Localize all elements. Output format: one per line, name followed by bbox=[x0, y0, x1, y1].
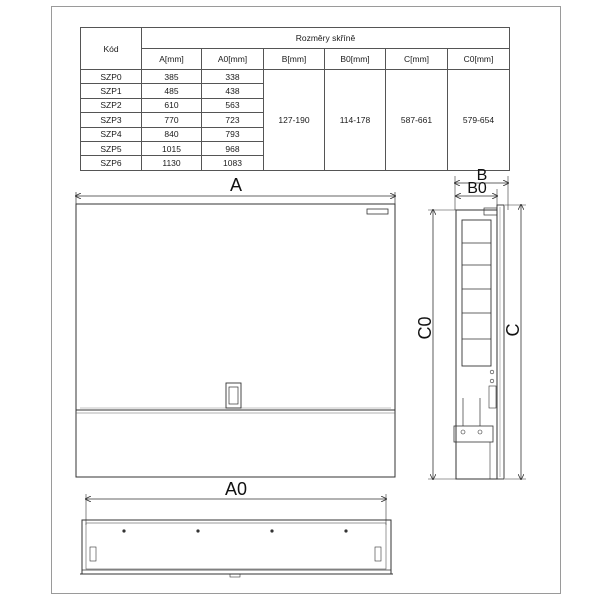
row-a: 610 bbox=[142, 98, 202, 112]
col-a0: A0[mm] bbox=[202, 49, 264, 70]
label-c: C bbox=[503, 323, 523, 337]
side-view bbox=[415, 167, 526, 479]
col-b0: B0[mm] bbox=[325, 49, 386, 70]
row-a0: 968 bbox=[202, 141, 264, 155]
col-a: A[mm] bbox=[142, 49, 202, 70]
bottom-bracket bbox=[454, 426, 493, 442]
row-a: 1015 bbox=[142, 141, 202, 155]
row-a: 385 bbox=[142, 70, 202, 84]
row-kod: SZP0 bbox=[81, 70, 142, 84]
row-kod: SZP4 bbox=[81, 127, 142, 141]
col-c: C[mm] bbox=[386, 49, 448, 70]
label-b: B bbox=[476, 167, 488, 184]
top-view bbox=[80, 479, 393, 577]
row-a: 1130 bbox=[142, 156, 202, 170]
row-kod: SZP5 bbox=[81, 141, 142, 155]
group-header: Rozměry skříně bbox=[142, 28, 510, 49]
shared-c: 587-661 bbox=[386, 70, 448, 171]
row-kod: SZP2 bbox=[81, 98, 142, 112]
col-c0: C0[mm] bbox=[448, 49, 510, 70]
cabinet-outline bbox=[76, 204, 395, 477]
col-b: B[mm] bbox=[264, 49, 325, 70]
row-a0: 438 bbox=[202, 84, 264, 98]
front-view bbox=[76, 175, 395, 477]
top-body bbox=[82, 520, 391, 574]
row-kod: SZP1 bbox=[81, 84, 142, 98]
shared-b0: 114-178 bbox=[325, 70, 386, 171]
row-kod: SZP3 bbox=[81, 113, 142, 127]
label-plate bbox=[367, 209, 388, 214]
row-a0: 1083 bbox=[202, 156, 264, 170]
row-a0: 338 bbox=[202, 70, 264, 84]
label-a: A bbox=[229, 175, 243, 195]
shared-c0: 579-654 bbox=[448, 70, 510, 171]
row-kod: SZP6 bbox=[81, 156, 142, 170]
row-a: 485 bbox=[142, 84, 202, 98]
kod-header: Kód bbox=[81, 28, 142, 70]
vent-column bbox=[462, 220, 491, 366]
side-door bbox=[497, 205, 504, 479]
row-a0: 563 bbox=[202, 98, 264, 112]
row-a: 770 bbox=[142, 113, 202, 127]
label-a0: A0 bbox=[224, 479, 248, 499]
shared-b: 127-190 bbox=[264, 70, 325, 171]
label-c0: C0 bbox=[415, 316, 435, 340]
row-a0: 793 bbox=[202, 127, 264, 141]
row-a0: 723 bbox=[202, 113, 264, 127]
row-a: 840 bbox=[142, 127, 202, 141]
label-b0: B0 bbox=[467, 180, 487, 197]
